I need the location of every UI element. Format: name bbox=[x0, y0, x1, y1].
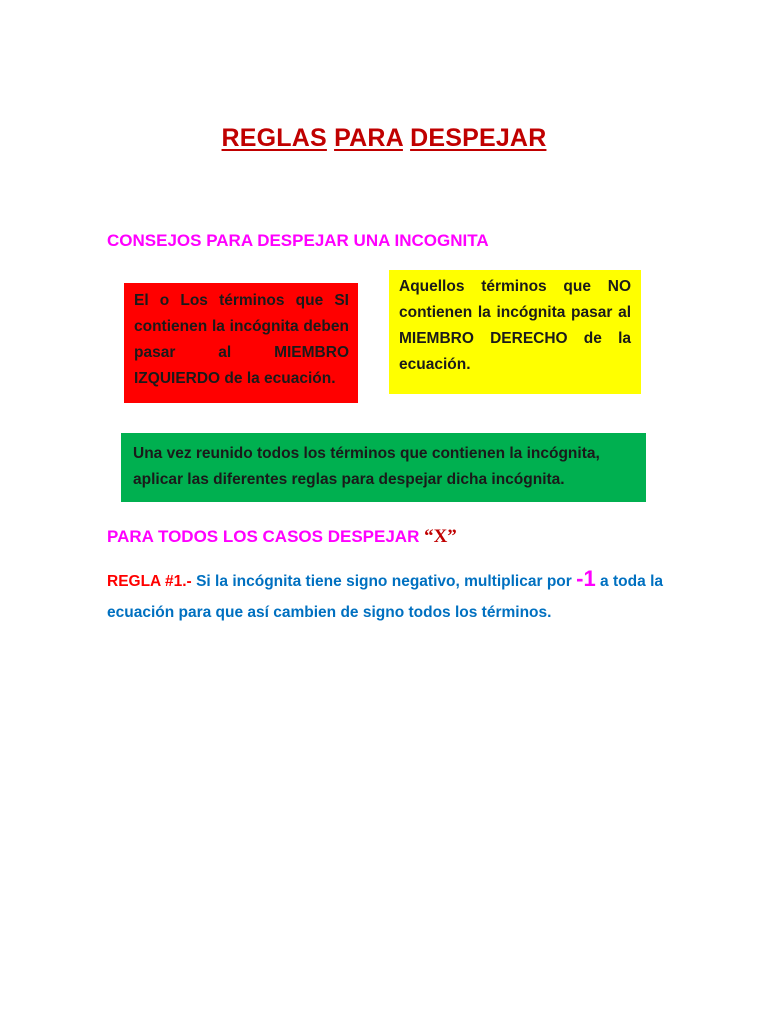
heading-casos-variable: “X” bbox=[424, 526, 457, 547]
rule-1-label: REGLA #1.- bbox=[107, 573, 192, 590]
rule-1 bbox=[107, 563, 663, 628]
title-word-para: PARA bbox=[334, 124, 403, 152]
rule-1-highlight: -1 bbox=[576, 566, 596, 591]
heading-consejos: CONSEJOS PARA DESPEJAR UNA INCOGNITA bbox=[107, 231, 489, 250]
heading-casos-text: PARA TODOS LOS CASOS DESPEJAR bbox=[107, 527, 425, 546]
title-word-reglas: REGLAS bbox=[221, 124, 327, 152]
tip-box-yellow bbox=[389, 270, 641, 394]
rule-1-text-before: Si la incógnita tiene signo negativo, multiplicar por bbox=[191, 573, 577, 590]
rule-1-text-after: a toda la ecuación para que así cambien de signo todos los términos. bbox=[107, 573, 664, 621]
tip-red-text: El o Los términos que SI contienen la incógnita deben pasar al MIEMBRO IZQUIERDO de la ecuación. bbox=[134, 292, 349, 387]
heading-casos bbox=[107, 526, 457, 548]
page-title bbox=[0, 124, 768, 153]
tip-box-green bbox=[121, 433, 646, 502]
tip-yellow-text: Aquellos términos que NO contienen la incógnita pasar al MIEMBRO DERECHO de la ecuación. bbox=[399, 278, 631, 373]
tip-green-text: Una vez reunido todos los términos que contienen la incógnita, aplicar las diferentes reglas para despejar dicha incógnita. bbox=[133, 445, 600, 488]
title-word-despejar: DESPEJAR bbox=[410, 124, 547, 152]
tip-box-red bbox=[124, 283, 358, 403]
